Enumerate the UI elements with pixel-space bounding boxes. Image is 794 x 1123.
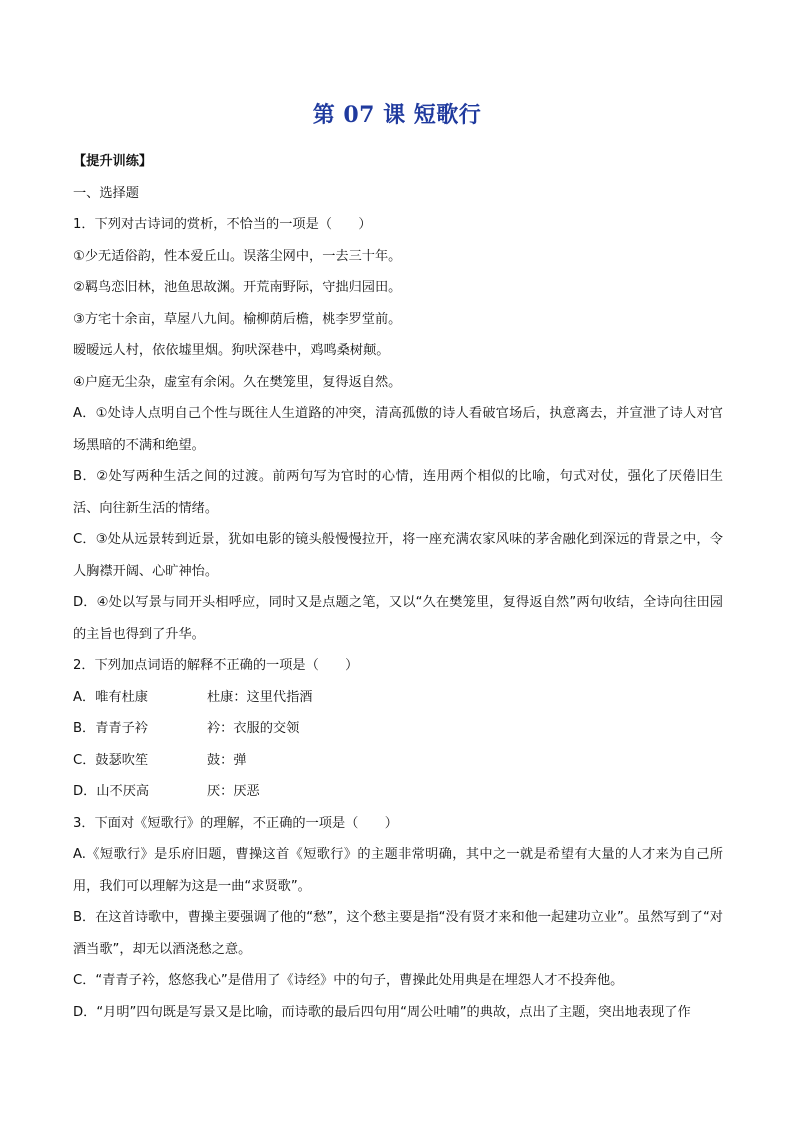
question-1-stem: 1．下列对古诗词的赏析，不恰当的一项是（ ） <box>73 217 372 232</box>
question-2-option-a <box>73 682 723 714</box>
section-tag: 【提升训练】 <box>73 154 153 169</box>
question-3-option-c: C．“青青子衿，悠悠我心”是借用了《诗经》中的句子，曹操此处用典是在埋怨人才不投奔他。 <box>73 973 624 988</box>
poem-line: 暧暧远人村，依依墟里烟。狗吠深巷中，鸡鸣桑树颠。 <box>73 343 390 358</box>
question-3-option-d: D．“月明”四句既是写景又是比喻，而诗歌的最后四句用“周公吐哺”的典故，点出了主题，突出地表现了作 <box>73 1004 691 1020</box>
question-2-stem: 2．下列加点词语的解释不正确的一项是（ ） <box>73 658 359 673</box>
option-phrase: A．唯有杜康 <box>73 689 148 705</box>
question-3-stem: 3．下面对《短歌行》的理解，不正确的一项是（ ） <box>73 815 398 831</box>
poem-line: ①少无适俗韵，性本爱丘山。误落尘网中，一去三十年。 <box>73 248 402 264</box>
option-gloss: 鼓：弹 <box>207 752 247 768</box>
option-gloss: 厌：厌恶 <box>207 784 260 799</box>
question-1-option-a: A．①处诗人点明自己个性与既往人生道路的冲突，清高孤傲的诗人看破官场后，执意离去，并宣泄了诗人对官场黑暗的不满和绝望。 <box>73 406 723 453</box>
section-heading: 一、选择题 <box>73 185 139 201</box>
question-1-option-b: B．②处写两种生活之间的过渡。前两句写为官时的心情，连用两个相似的比喻，句式对仗，强化了厌倦旧生活、向往新生活的情绪。 <box>73 469 723 516</box>
page-title: 第 07 课 短歌行 <box>312 102 482 128</box>
option-phrase: D．山不厌高 <box>73 784 150 799</box>
question-2-option-d <box>73 776 723 808</box>
option-phrase: C．鼓瑟吹笙 <box>73 752 149 768</box>
poem-line: ④户庭无尘杂，虚室有余闲。久在樊笼里，复得返自然。 <box>73 374 402 390</box>
poem-line: ③方宅十余亩，草屋八九间。榆柳荫后檐，桃李罗堂前。 <box>73 311 402 327</box>
question-3-option-b: B．在这首诗歌中，曹操主要强调了他的“愁”，这个愁主要是指“没有贤才来和他一起建功立业”。虽然写到了“对酒当歌”，却无以酒浇愁之意。 <box>73 910 723 957</box>
question-2-option-b <box>73 713 723 745</box>
option-gloss: 杜康：这里代指酒 <box>207 689 313 705</box>
document-body <box>73 146 723 1028</box>
option-phrase: B．青青子衿 <box>73 721 148 736</box>
question-3-option-a: A.《短歌行》是乐府旧题，曹操这首《短歌行》的主题非常明确，其中之一就是希望有大量的人才来为自己所用，我们可以理解为这是一曲“求贤歌”。 <box>73 847 723 894</box>
question-2-option-c <box>73 745 723 777</box>
question-1-option-c: C．③处从远景转到近景，犹如电影的镜头般慢慢拉开，将一座充满农家风味的茅舍融化到深远的背景之中，令人胸襟开阔、心旷神怡。 <box>73 532 723 579</box>
poem-line: ②羁鸟恋旧林，池鱼思故渊。开荒南野际，守拙归园田。 <box>73 280 402 295</box>
option-gloss: 衿：衣服的交领 <box>207 721 300 736</box>
question-1-option-d: D．④处以写景与同开头相呼应，同时又是点题之笔，又以“久在樊笼里，复得返自然”两句收结，全诗向往田园的主旨也得到了升华。 <box>73 595 723 642</box>
